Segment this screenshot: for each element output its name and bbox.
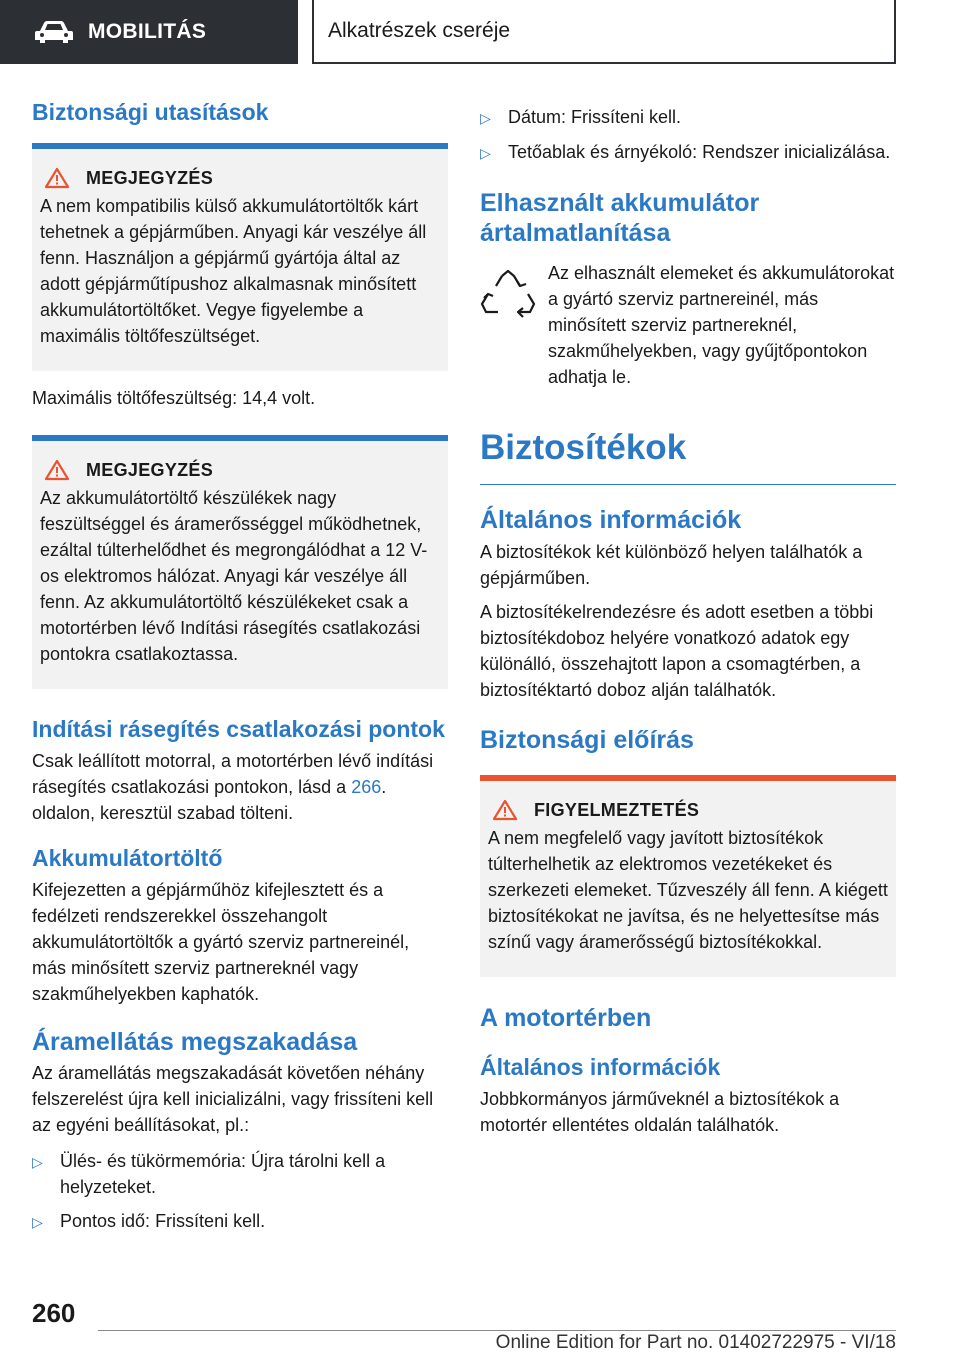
note-title: MEGJEGYZÉS [40,459,440,481]
list-item: ▷ Tetőablak és árnyékoló: Rendszer inicializálása. [480,139,896,166]
triangle-bullet-icon: ▷ [32,1154,43,1170]
engine-fuses-text: Jobbkormányos járműveknél a biztosítékok a motortér ellentétes oldalán találhatók. [480,1089,840,1135]
heading-general-info-1: Általános információk [480,506,742,534]
note-text: A nem kompatibilis külső akkumulátortöltők kárt tehetnek a gépjárműben. Anyagi kár veszélye áll fenn. Használjon a gépjármű gyártója által az adott gépjárműtípushoz alkalmasnak minősített akkumulátortöltőket. Vegye figyelembe a maximális töltőfeszültséget. [40,196,427,346]
warning-triangle-icon [492,799,518,821]
max-voltage-text: Maximális töltőfeszültség: 14,4 volt. [32,388,316,408]
heading-safety-instructions: Biztonsági utasítások [32,99,269,125]
footer-rule [98,1330,896,1331]
chapter-header [312,0,896,64]
warning-text: A nem megfelelő vagy javított biztosítékok túlterhelhetik az elektromos vezetékeket és szerkezeti elemeket. Tűzveszély áll fenn. A kiégett biztosítékokat ne javítsa, és ne helyettesítse más színű vagy áramerősségű biztosítékokkal. [488,828,888,952]
note-title: MEGJEGYZÉS [40,167,440,189]
general-info-text-2: A biztosítékelrendezésre és adott esetben a többi biztosítékdoboz helyére vonatkozó adatok egy különálló, összehajtott lapon a csomagtérben, a biztosítéktartó doboz alján találhatók. [480,602,874,700]
list-item: ▷ Ülés- és tükörmemória: Újra tárolni kell a helyzeteket. [32,1148,448,1200]
battery-charger-text: Kifejezetten a gépjárműhöz kifejlesztett és a fedélzeti rendszerekkel összehangolt akkumulátortöltők a gyártó szerviz partnereinél, más minősített szerviz partnereknél vagy szakműhelyekben kaphatók. [32,880,410,1004]
page-reference-link[interactable]: 266 [351,777,382,797]
heading-battery-disposal: Elhasznált akkumulátor ártalmatlanítása [480,189,760,247]
jump-start-text: Csak leállított motorral, a motortérben lévő indítási rásegítés csatlakozási pontokon, lásd a 266. oldalon, keresztül szabad tölteni. [32,751,434,823]
general-info-text-1: A biztosítékok két különböző helyen találhatók a gépjárműben. [480,542,863,588]
page-number: 260 [32,1298,76,1328]
warning-title: FIGYELMEZTETÉS [488,799,888,821]
disposal-block [480,260,896,390]
heading-jump-start-points: Indítási rásegítés csatlakozási pontok [32,716,445,742]
car-icon [34,19,74,45]
chapter-title: Alkatrészek cseréje [328,19,511,42]
disposal-text: Az elhasznált elemeket és akkumulátorokat a gyártó szerviz partnereinél, más minősített szerviz partnereknél, szakműhelyekben, vagy gyűjtőpontokon adhatja le. [548,263,895,387]
section-title: MOBILITÁS [88,20,207,43]
reset-list [32,1148,448,1235]
heading-rule [480,484,896,485]
triangle-bullet-icon: ▷ [480,145,491,161]
warning-triangle-icon [44,459,70,481]
right-column [480,98,896,1138]
power-interruption-text: Az áramellátás megszakadását követően néhány felszerelést újra kell inicializálni, vagy frissíteni kell az egyéni beállításokat, pl.: [32,1063,434,1135]
left-column [32,98,448,1243]
note-box-2 [32,435,448,689]
note-text: Az akkumulátortöltő készülékek nagy feszültséggel és áramerősséggel működhetnek, ezáltal túlterhelődhet és megrongálódhat a 12 V-os elektromos hálózat. Anyagi kár veszélye áll fenn. Az akkumulátortöltő készülékeket csak a motortérben lévő Indítási rásegítés csatlakozási pontokra csatlakoztassa. [40,488,428,664]
section-header [0,0,298,64]
heading-power-interruption: Áramellátás megszakadása [32,1028,358,1056]
list-item: ▷ Pontos idő: Frissíteni kell. [32,1208,448,1235]
warning-triangle-icon [44,167,70,189]
heading-fuses: Biztosítékok [480,428,687,467]
recycling-icon [480,268,536,322]
heading-battery-charger: Akkumulátortöltő [32,845,223,871]
note-box-1 [32,143,448,371]
warning-box [480,775,896,977]
heading-safety-regulation: Biztonsági előírás [480,726,694,754]
edition-text: Online Edition for Part no. 01402722975 - VI/18 [495,1332,896,1353]
reset-list-continued [480,104,896,166]
heading-general-info-2: Általános információk [480,1054,721,1080]
triangle-bullet-icon: ▷ [480,110,491,126]
heading-engine-compartment: A motortérben [480,1004,652,1032]
triangle-bullet-icon: ▷ [32,1214,43,1230]
list-item: ▷ Dátum: Frissíteni kell. [480,104,896,131]
